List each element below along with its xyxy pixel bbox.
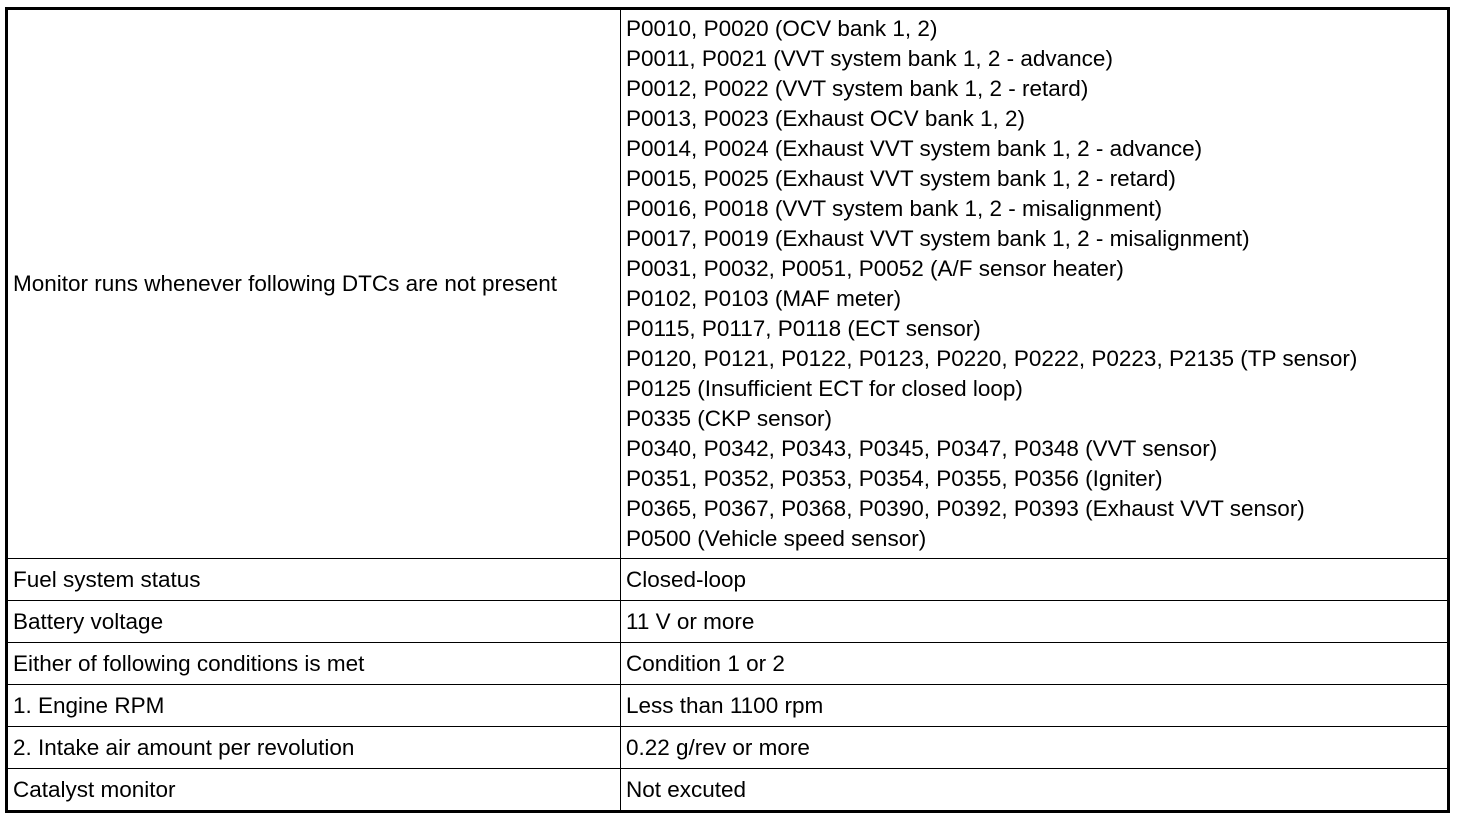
dtc-list [621,9,1449,559]
condition-value: Not excuted [621,769,1449,812]
table-row [7,643,1449,685]
dtc-item: P0351, P0352, P0353, P0354, P0355, P0356 (Igniter) [626,466,1163,491]
dtc-item: P0500 (Vehicle speed sensor) [626,526,927,551]
conditions-sheet [5,7,1445,813]
dtc-item: P0013, P0023 (Exhaust OCV bank 1, 2) [626,106,1025,131]
dtc-item: P0335 (CKP sensor) [626,406,832,431]
table-row [7,685,1449,727]
table-row [7,601,1449,643]
dtc-item: P0125 (Insufficient ECT for closed loop) [626,376,1023,401]
condition-label: 2. Intake air amount per revolution [7,727,621,769]
condition-label: Catalyst monitor [7,769,621,812]
condition-label: Battery voltage [7,601,621,643]
condition-value: 11 V or more [621,601,1449,643]
dtc-item: P0016, P0018 (VVT system bank 1, 2 - misalignment) [626,196,1163,221]
dtc-item: P0120, P0121, P0122, P0123, P0220, P0222, P0223, P2135 (TP sensor) [626,346,1358,371]
table-row [7,727,1449,769]
condition-label: 1. Engine RPM [7,685,621,727]
dtc-item: P0010, P0020 (OCV bank 1, 2) [626,16,938,41]
dtc-item: P0031, P0032, P0051, P0052 (A/F sensor heater) [626,256,1124,281]
table-row [7,559,1449,601]
condition-label: Monitor runs whenever following DTCs are not present [7,9,621,559]
dtc-item: P0340, P0342, P0343, P0345, P0347, P0348 (VVT sensor) [626,436,1218,461]
condition-value: Closed-loop [621,559,1449,601]
dtc-item: P0102, P0103 (MAF meter) [626,286,902,311]
dtc-item: P0014, P0024 (Exhaust VVT system bank 1, 2 - advance) [626,136,1203,161]
dtc-item: P0115, P0117, P0118 (ECT sensor) [626,316,981,341]
dtc-item: P0015, P0025 (Exhaust VVT system bank 1, 2 - retard) [626,166,1176,191]
dtc-item: P0365, P0367, P0368, P0390, P0392, P0393 (Exhaust VVT sensor) [626,496,1305,521]
condition-value: Less than 1100 rpm [621,685,1449,727]
monitor-conditions-table [5,7,1450,813]
dtc-item: P0017, P0019 (Exhaust VVT system bank 1, 2 - misalignment) [626,226,1250,251]
condition-label: Either of following conditions is met [7,643,621,685]
condition-value: 0.22 g/rev or more [621,727,1449,769]
table-row [7,9,1449,559]
dtc-item: P0011, P0021 (VVT system bank 1, 2 - advance) [626,46,1113,71]
condition-label: Fuel system status [7,559,621,601]
table-row [7,769,1449,812]
dtc-item: P0012, P0022 (VVT system bank 1, 2 - retard) [626,76,1089,101]
condition-value: Condition 1 or 2 [621,643,1449,685]
